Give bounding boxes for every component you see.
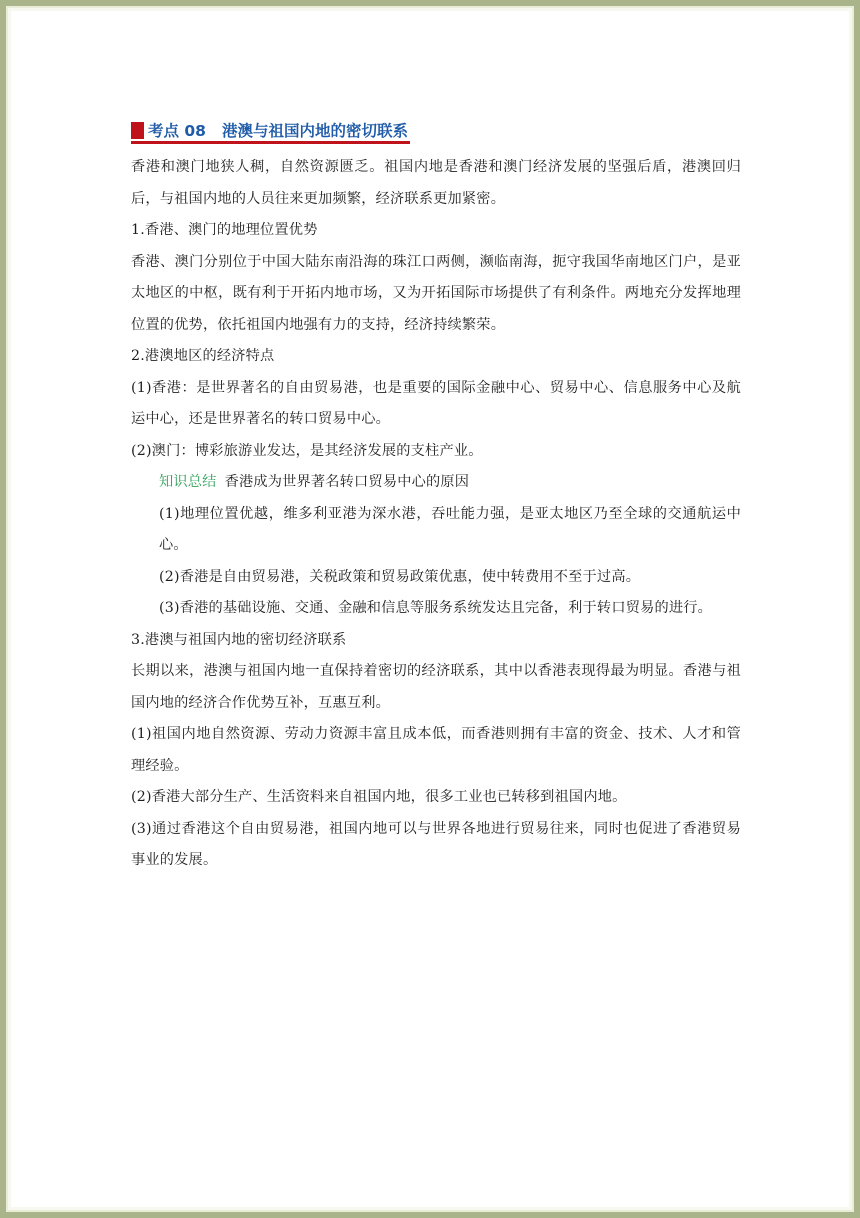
summary-tag: 知识总结 [159,474,217,490]
links-point: (2)香港大部分生产、生活资料来自祖国内地，很多工业也已转移到祖国内地。 [131,789,627,805]
heading-title: 港澳与祖国内地的密切联系 [221,122,408,140]
macau-economy-paragraph: (2)澳门：博彩旅游业发达，是其经济发展的支柱产业。 [131,442,483,459]
heading-code: 考点 08 [148,122,206,140]
summary-item: (1)地理位置优越，维多利亚港为深水港，吞吐能力强，是亚太地区乃至全球的交通航运中心。 [159,505,741,553]
heading-underline [131,141,410,144]
location-paragraph: 香港、澳门分别位于中国大陆东南沿海的珠江口两侧，濒临南海，扼守我国华南地区门户，是亚太地区的中枢，既有利于开拓内地市场，又为开拓国际市场提供了有利条件。两地充分发挥地理位置的优势，依托祖国内地强有力的支持，经济持续繁荣。 [131,253,741,333]
links-point: (1)祖国内地自然资源、劳动力资源丰富且成本低，而香港则拥有丰富的资金、技术、人才和管理经验。 [131,726,741,774]
hongkong-economy-paragraph: (1)香港：是世界著名的自由贸易港，也是重要的国际金融中心、贸易中心、信息服务中心及航运中心，还是世界著名的转口贸易中心。 [131,379,741,427]
subheading-economy: 2.港澳地区的经济特点 [131,348,275,364]
links-paragraph: 长期以来，港澳与祖国内地一直保持着密切的经济联系，其中以香港表现得最为明显。香港与祖国内地的经济合作优势互补，互惠互利。 [131,663,741,711]
subheading-links: 3.港澳与祖国内地的密切经济联系 [131,631,347,648]
links-point: (3)通过香港这个自由贸易港，祖国内地可以与世界各地进行贸易往来，同时也促进了香港贸易事业的发展。 [131,820,741,868]
document-content [131,116,741,877]
intro-paragraph: 香港和澳门地狭人稠，自然资源匮乏。祖国内地是香港和澳门经济发展的坚强后盾，港澳回归后，与祖国内地的人员往来更加频繁，经济联系更加紧密。 [131,159,741,207]
summary-heading [131,467,741,499]
summary-title: 香港成为世界著名转口贸易中心的原因 [224,474,470,490]
summary-item: (2)香港是自由贸易港，关税政策和贸易政策优惠，使中转费用不至于过高。 [159,568,641,585]
subheading-location: 1.香港、澳门的地理位置优势 [131,222,318,238]
summary-item: (3)香港的基础设施、交通、金融和信息等服务系统发达且完备，利于转口贸易的进行。 [159,600,713,616]
section-heading [131,116,410,144]
heading-marker-block [131,122,144,139]
